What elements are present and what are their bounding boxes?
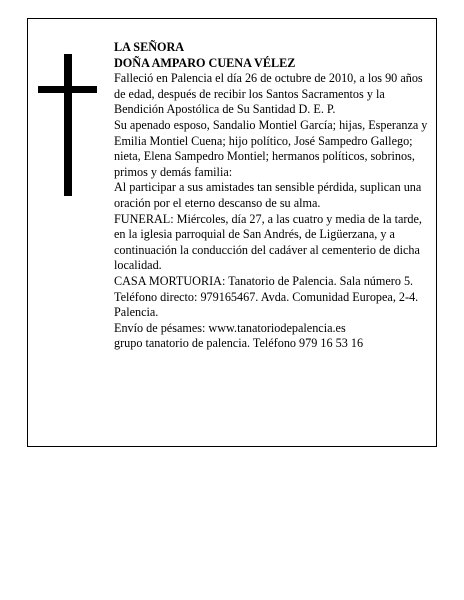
cross-icon-arm xyxy=(38,86,97,93)
cross-icon xyxy=(64,54,72,196)
title-line-1: LA SEÑORA xyxy=(114,40,185,54)
condolences-line: Envío de pésames: www.tanatoriodepalencia.es xyxy=(114,320,346,335)
obituary-text xyxy=(114,40,432,352)
death-notice-paragraph: Falleció en Palencia el día 26 de octubre de 2010, a los 90 años de edad, después de recibir los Santos Sacramentos y la Bendición Apostólica de Su Santidad D. E. P. xyxy=(114,71,423,117)
request-paragraph: Al participar a sus amistades tan sensible pérdida, suplican una oración por el eterno descanso de su alma. xyxy=(114,180,422,210)
deceased-name: DOÑA AMPARO CUENA VÉLEZ xyxy=(114,55,296,70)
mortuary-paragraph: CASA MORTUORIA: Tanatorio de Palencia. Sala número 5. Teléfono directo: 979165467. Avda. Comunidad Europea, 2-4. Palencia. xyxy=(114,273,419,320)
funeral-paragraph: FUNERAL: Miércoles, día 27, a las cuatro y media de la tarde, en la iglesia parroquial de San Andrés, de Ligüerzana, y a continuación la conducción del cadáver al cementerio de dicha localidad. xyxy=(114,211,422,273)
group-line: grupo tanatorio de palencia. Teléfono 979 16 53 16 xyxy=(114,336,364,351)
family-paragraph: Su apenado esposo, Sandalio Montiel García; hijas, Esperanza y Emilia Montiel Cuena; hijo político, José Sampedro Gallego; nieta, Elena Sampedro Montiel; hermanos políticos, sobrinos, primos y demás familia: xyxy=(114,117,428,179)
